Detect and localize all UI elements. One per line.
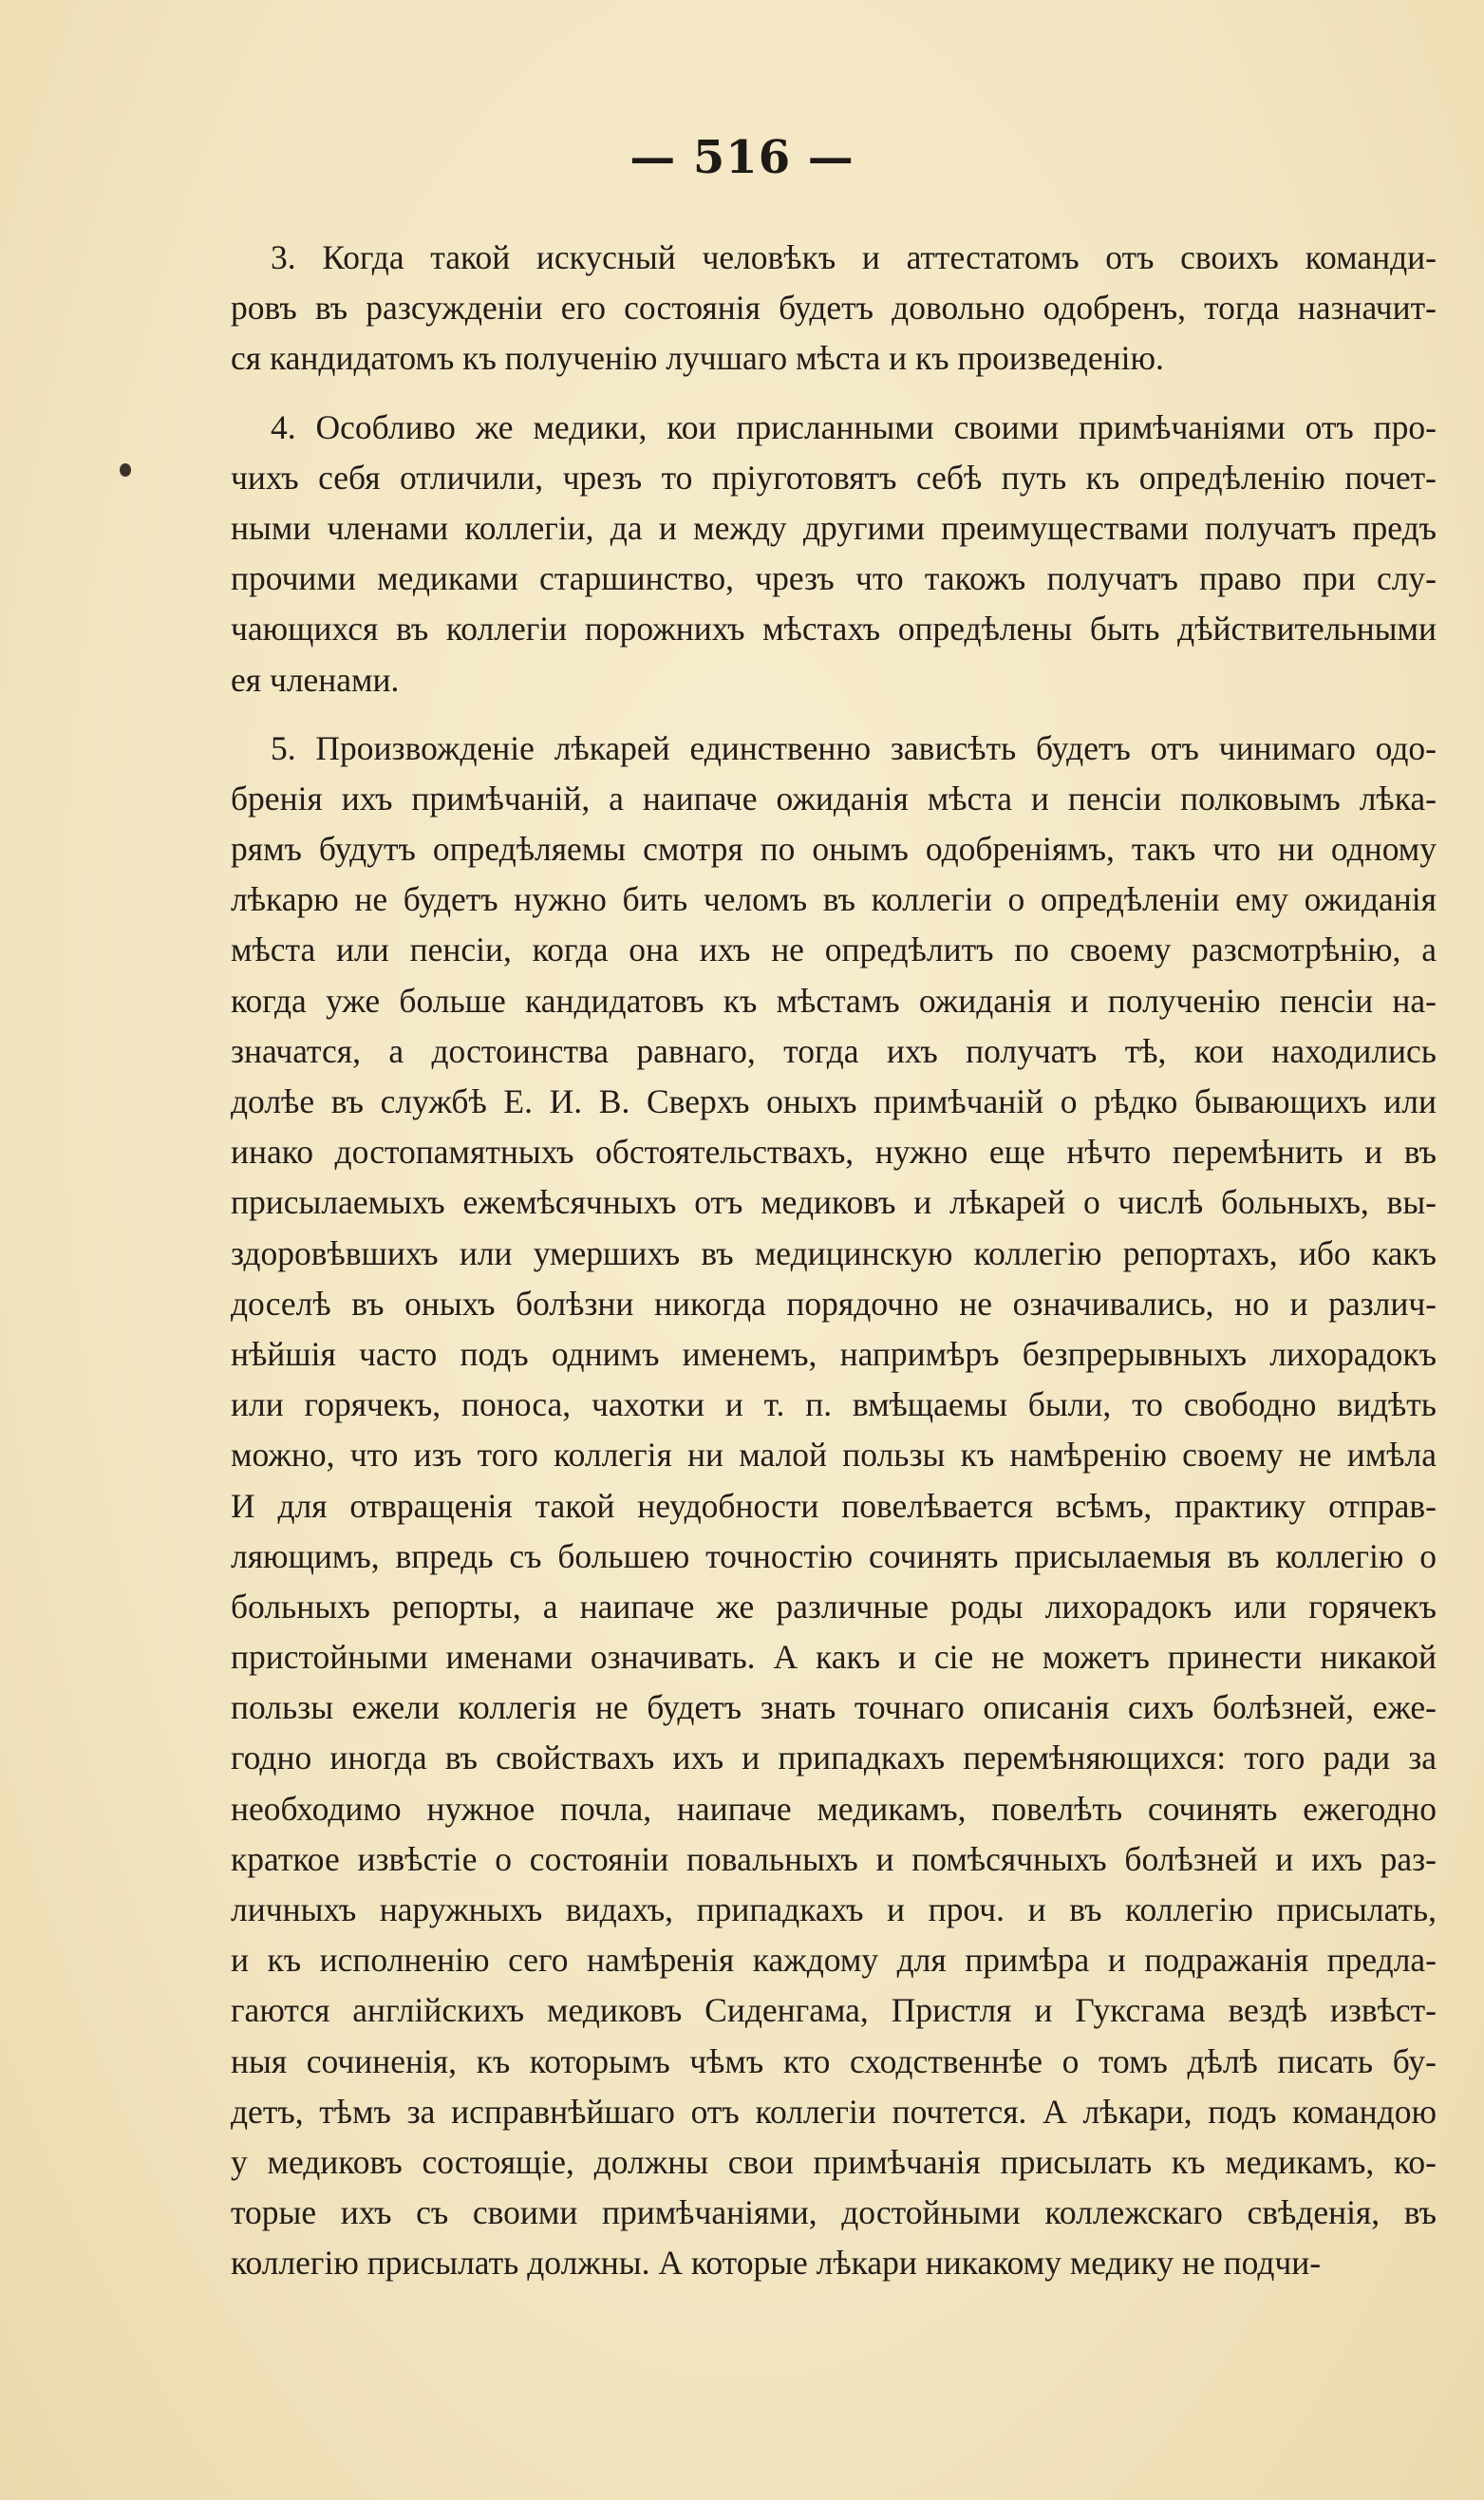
paragraph-3: [231, 233, 1437, 385]
text-line: ровъ въ разсужденіи его состоянія будетъ довольно одобренъ, тогда назначит-: [231, 289, 1437, 328]
text-line: бренія ихъ примѣчаній, а наипаче ожиданія мѣста и пенсіи полковымъ лѣка-: [231, 779, 1437, 818]
text-line: чающихся въ коллегіи порожнихъ мѣстахъ опредѣлены быть дѣйствительными: [231, 610, 1437, 648]
text-line: пользы ежели коллегія не будетъ знать точнаго описанія сихъ болѣзней, еже-: [231, 1688, 1437, 1727]
text-line: у медиковъ состоящіе, должны свои примѣчанія присылать къ медикамъ, ко-: [231, 2142, 1437, 2181]
text-line: коллегію присылать должны. А которые лѣкари никакому медику не подчи-: [231, 2244, 1322, 2283]
text-line: пристойными именами означивать. А какъ и сіе не можетъ принести никакой: [231, 1638, 1437, 1677]
text-line: доселѣ въ оныхъ болѣзни никогда порядочно не означивались, но и различ-: [231, 1284, 1437, 1323]
text-line: торые ихъ съ своими примѣчаніями, достойными коллежскаго свѣденія, въ: [231, 2193, 1437, 2232]
text-line: здоровѣвшихъ или умершихъ въ медицинскую коллегію репортахъ, ибо какъ: [231, 1233, 1437, 1272]
text-line: ея членами.: [231, 660, 400, 699]
text-line: значатся, а достоинства равнаго, тогда ихъ получатъ тѣ, кои находились: [231, 1031, 1437, 1070]
text-line: 5. Произвожденіе лѣкарей единственно зависѣть будетъ отъ чинимаго одо-: [271, 728, 1437, 767]
text-line: личныхъ наружныхъ видахъ, припадкахъ и проч. и въ коллегію присылать,: [231, 1890, 1437, 1928]
text-line: краткое извѣстіе о состояніи повальныхъ и помѣсячныхъ болѣзней и ихъ раз-: [231, 1839, 1437, 1878]
text-line: необходимо нужное почла, наипаче медикамъ, повелѣть сочинять ежегодно: [231, 1789, 1437, 1828]
text-line: можно, что изъ того коллегія ни малой пользы къ намѣренію своему не имѣла: [231, 1436, 1437, 1475]
text-line: ными членами коллегіи, да и между другими преимуществами получатъ предъ: [231, 508, 1437, 547]
text-line: рямъ будутъ опредѣляемы смотря по онымъ одобреніямъ, такъ что ни одному: [231, 830, 1437, 869]
text-line: ляющимъ, впредь съ большею точностію сочинять присылаемыя въ коллегію о: [231, 1536, 1437, 1575]
text-line: ныя сочиненія, къ которымъ чѣмъ кто сходственнѣе о томъ дѣлѣ писать бу-: [231, 2041, 1437, 2080]
text-line: мѣста или пенсіи, когда она ихъ не опредѣлитъ по своему разсмотрѣнію, а: [231, 930, 1437, 969]
text-line: прочими медиками старшинство, чрезъ что такожъ получатъ право при слу-: [231, 559, 1437, 598]
page-number: — 516 —: [629, 131, 855, 184]
paragraph-5: [231, 724, 1437, 2289]
text-line: и къ исполненію сего намѣренія каждому для примѣра и подражанія предла-: [231, 1941, 1437, 1980]
text-line: лѣкарю не будетъ нужно бить челомъ въ коллегіи о опредѣленіи ему ожиданія: [231, 880, 1437, 919]
text-line: инако достопамятныхъ обстоятельствахъ, нужно еще нѣчто перемѣнить и въ: [231, 1133, 1437, 1172]
text-line: 3. Когда такой искусный человѣкъ и аттестатомъ отъ своихъ команди-: [271, 238, 1437, 276]
text-line: чихъ себя отличили, чрезъ то пріуготовятъ себѣ путь къ опредѣленію почет-: [231, 458, 1437, 497]
paragraph-4: [231, 403, 1437, 705]
text-line: когда уже больше кандидатовъ къ мѣстамъ ожиданія и полученію пенсіи на-: [231, 981, 1437, 1020]
text-line: нѣйшія часто подъ однимъ именемъ, напримѣръ безпрерывныхъ лихорадокъ: [231, 1334, 1437, 1373]
text-line: присылаемыхъ ежемѣсячныхъ отъ медиковъ и лѣкарей о числѣ больныхъ, вы-: [231, 1183, 1437, 1222]
ink-speck: [120, 463, 131, 477]
text-line: И для отвращенія такой неудобности повелѣвается всѣмъ, практику отправ-: [231, 1486, 1437, 1525]
text-line: или горячекъ, поноса, чахотки и т. п. вмѣщаемы были, то свободно видѣть: [231, 1385, 1437, 1424]
text-line: долѣе въ службѣ Е. И. В. Сверхъ оныхъ примѣчаній о рѣдко бывающихъ или: [231, 1082, 1437, 1120]
text-line: больныхъ репорты, а наипаче же различные роды лихорадокъ или горячекъ: [231, 1587, 1437, 1626]
text-line: годно иногда въ свойствахъ ихъ и припадкахъ перемѣняющихся: того ради за: [231, 1739, 1437, 1777]
text-line: ся кандидатомъ къ полученію лучшаго мѣста и къ произведенію.: [231, 339, 1164, 378]
text-line: детъ, тѣмъ за исправнѣйшаго отъ коллегіи почтется. А лѣкари, подъ командою: [231, 2092, 1437, 2131]
text-line: гаются англійскихъ медиковъ Сиденгама, Пристля и Гуксгама вездѣ извѣст-: [231, 1991, 1437, 2030]
text-line: 4. Особливо же медики, кои присланными своими примѣчаніями отъ про-: [271, 407, 1437, 446]
body-text: [231, 233, 1437, 2307]
